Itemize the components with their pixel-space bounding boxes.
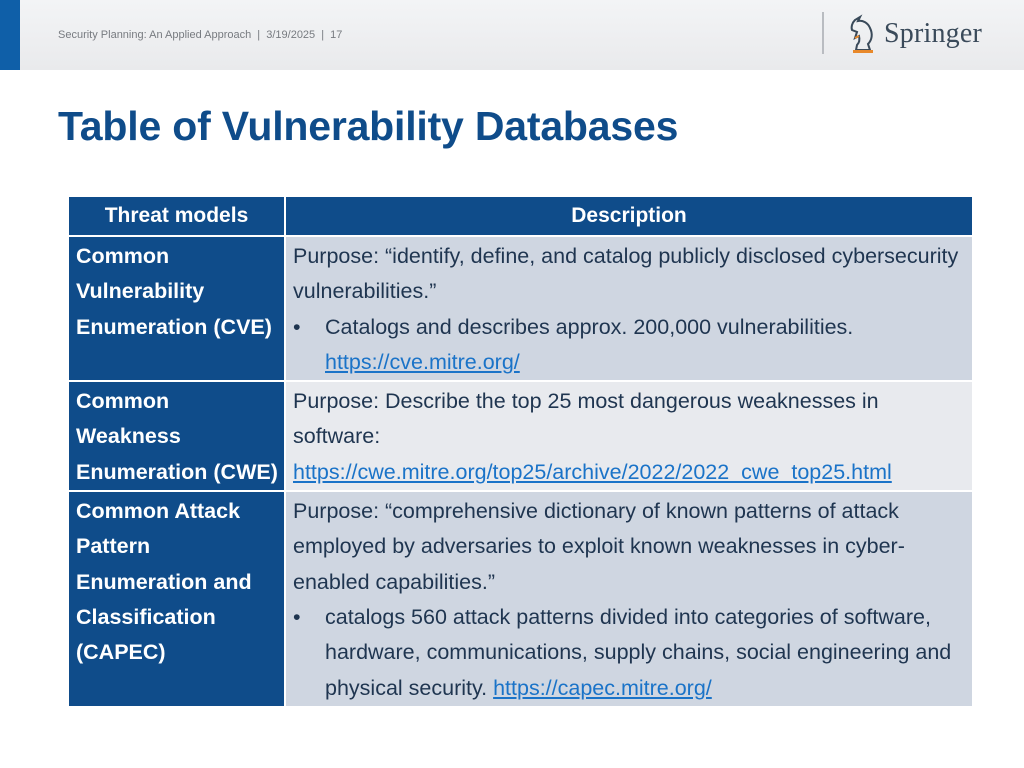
description-cell	[285, 381, 973, 491]
vulnerability-table	[67, 195, 974, 708]
page-number: 17	[330, 29, 343, 41]
column-header-description: Description	[285, 196, 973, 236]
bullet-text: catalogs 560 attack patterns divided into categories of software, hardware, communications, supply chains, social engineering and physical security.	[325, 604, 952, 700]
column-header-threat-models: Threat models	[68, 196, 285, 236]
bullet-glyph: •	[293, 604, 301, 629]
table-row	[68, 381, 973, 491]
top-bar	[0, 0, 1024, 70]
springer-logo	[848, 12, 982, 56]
description-cell	[285, 236, 973, 381]
logo-text: Springer	[884, 18, 983, 49]
threat-model-cell: Common Attack Pattern Enumeration and Classification (CAPEC)	[68, 491, 285, 707]
purpose-text: Purpose: “comprehensive dictionary of known patterns of attack employed by adversaries to exploit known weaknesses in cyber-enabled capabilities.”	[293, 499, 905, 594]
threat-model-cell: Common Weakness Enumeration (CWE)	[68, 381, 285, 491]
bullet-item	[293, 600, 966, 706]
capec-link[interactable]: https://capec.mitre.org/	[493, 675, 712, 700]
accent-strip	[0, 0, 20, 70]
deck-title: Security Planning: An Applied Approach	[58, 29, 252, 41]
table-row	[68, 491, 973, 707]
description-cell	[285, 491, 973, 707]
cve-link[interactable]: https://cve.mitre.org/	[325, 349, 520, 374]
chess-knight-icon	[848, 14, 878, 54]
bullet-text: Catalogs and describes approx. 200,000 vulnerabilities.	[325, 314, 854, 339]
vulnerability-table-wrap	[67, 195, 972, 708]
bullet-item	[293, 310, 966, 381]
bullet-glyph: •	[293, 314, 301, 339]
table-header-row	[68, 196, 973, 236]
page-title: Table of Vulnerability Databases	[58, 103, 679, 149]
threat-model-cell: Common Vulnerability Enumeration (CVE)	[68, 236, 285, 381]
header-meta: Security Planning: An Applied Approach | 3/19/2025 | 17	[58, 29, 343, 41]
slide-date: 3/19/2025	[266, 29, 316, 41]
purpose-text: Purpose: Describe the top 25 most dangerous weaknesses in software:	[293, 389, 879, 449]
header-divider	[822, 12, 824, 54]
cwe-link[interactable]: https://cwe.mitre.org/top25/archive/2022/2022_cwe_top25.html	[293, 459, 892, 484]
table-row	[68, 236, 973, 381]
purpose-text: Purpose: “identify, define, and catalog publicly disclosed cybersecurity vulnerabilities.”	[293, 244, 959, 304]
